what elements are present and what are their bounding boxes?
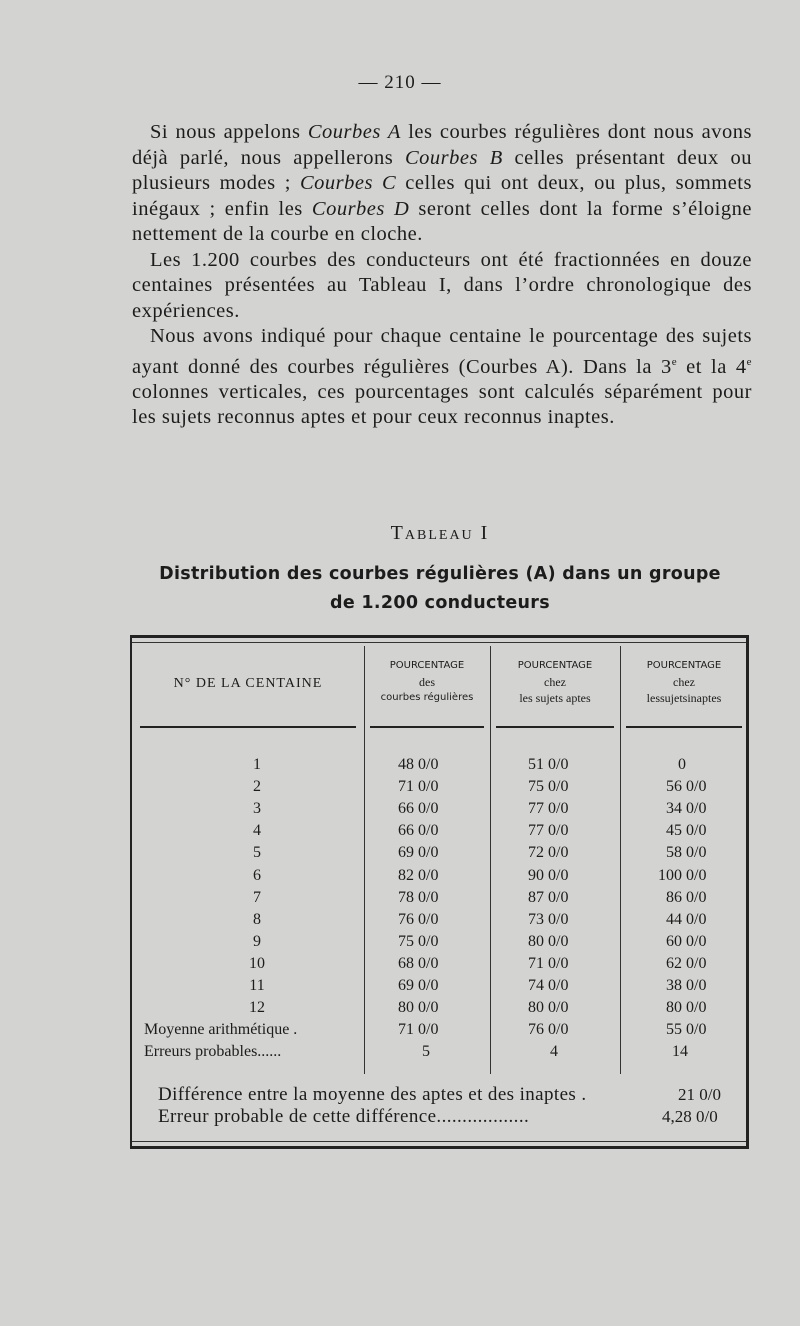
row-number: 12 (249, 999, 265, 1017)
column-divider-3 (620, 646, 621, 1074)
cell-sujets-inaptes: 44 0/0 (666, 910, 707, 928)
cell-sujets-inaptes: 56 0/0 (666, 778, 707, 796)
header-separator-1 (140, 726, 356, 728)
cell-sujets-aptes: 80 0/0 (528, 999, 569, 1017)
cell-courbes-regulieres: 76 0/0 (398, 910, 439, 928)
header-col4-bot: lessujetsinaptes (646, 691, 722, 705)
page-number: — 210 — (358, 72, 442, 93)
cell-sujets-inaptes: 62 0/0 (666, 954, 707, 972)
row-number: 8 (253, 910, 261, 928)
cell-courbes-regulieres: 82 0/0 (398, 866, 439, 884)
header-col2-bot: courbes régulières (380, 692, 474, 703)
footer-error-value: 4,28 0/0 (662, 1107, 718, 1126)
row-number: 7 (253, 888, 261, 906)
header-col2-top: POURCENTAGE (389, 660, 465, 671)
cell-sujets-aptes: 73 0/0 (528, 910, 569, 928)
cell-courbes-regulieres: 69 0/0 (398, 977, 439, 994)
ordinal-superscript: e (746, 355, 753, 368)
ordinal-superscript: e (671, 355, 678, 368)
paragraph-3: Nous avons indiqué pour chaque centaine le pourcentage des sujets ayant donné des courbes régulières (Courbes A). Dans la 3e et la 4e colonnes verticales, ces pourcentages sont calculés séparément pour les sujets reconnus aptes et pour ceux reconnus inaptes. (132, 325, 753, 429)
row-number: 4 (253, 822, 261, 840)
table-double-rule-top (132, 642, 746, 643)
header-centaine: N° DE LA CENTAINE (173, 676, 323, 691)
cell-courbes-regulieres: 48 0/0 (398, 756, 439, 773)
cell-sujets-aptes: 90 0/0 (528, 866, 569, 884)
cell-sujets-inaptes: 0 (678, 756, 686, 773)
cell-sujets-aptes: 75 0/0 (528, 778, 569, 796)
row-number: 3 (253, 800, 261, 818)
table-subtitle-line-2: de 1.200 conducteurs (330, 593, 550, 613)
italic-term: Courbes C (299, 172, 397, 194)
italic-term: Courbes B (404, 146, 503, 169)
cell-sujets-aptes: 71 0/0 (528, 954, 569, 972)
cell-sujets-aptes: 76 0/0 (528, 1021, 569, 1039)
cell-courbes-regulieres: 71 0/0 (398, 1021, 439, 1039)
column-divider-1 (364, 646, 365, 1074)
row-number: 2 (253, 778, 261, 796)
row-number: 5 (253, 844, 261, 862)
cell-sujets-inaptes: 45 0/0 (666, 822, 707, 840)
cell-courbes-regulieres: 80 0/0 (398, 999, 439, 1017)
data-table (130, 635, 749, 1149)
cell-courbes-regulieres: 68 0/0 (398, 954, 439, 972)
header-col2-mid: des (419, 675, 435, 689)
cell-sujets-inaptes: 80 0/0 (666, 999, 707, 1017)
italic-term: Courbes D (311, 197, 410, 220)
header-separator-3 (496, 726, 614, 728)
paragraph-1: Si nous appelons Courbes A les courbes régulières dont nous avons déjà parlé, nous appellerons Courbes B celles présentant deux ou plusieurs modes ; Courbes C celles qui ont deux, ou plus, sommets inégaux ; enfin les Courbes D seront celles dont la forme s’éloigne nettement de la courbe en cloche. (132, 121, 752, 245)
cell-sujets-inaptes: 34 0/0 (666, 800, 707, 818)
cell-sujets-inaptes: 60 0/0 (666, 932, 707, 950)
cell-sujets-inaptes: 100 0/0 (658, 866, 707, 884)
footer-difference-label: Différence entre la moyenne des aptes et des inaptes . (158, 1084, 587, 1105)
paragraph-2: Les 1.200 courbes des conducteurs ont été fractionnées en douze centaines présentées au Tableau I, dans l’ordre chronologique des expériences. (132, 248, 752, 322)
row-number: 6 (253, 866, 261, 884)
row-number: 11 (249, 977, 265, 994)
header-col4-top: POURCENTAGE (646, 660, 722, 671)
cell-sujets-aptes: 74 0/0 (528, 977, 569, 994)
cell-courbes-regulieres: 66 0/0 (398, 822, 439, 840)
cell-sujets-inaptes: 38 0/0 (666, 977, 707, 994)
cell-sujets-aptes: 77 0/0 (528, 822, 569, 840)
body-text (132, 120, 752, 431)
column-divider-2 (490, 646, 491, 1074)
header-sujets-inaptes (620, 658, 748, 706)
row-label: Moyenne arithmétique . (144, 1021, 298, 1039)
row-label: Erreurs probables...... (144, 1043, 282, 1061)
cell-sujets-aptes: 4 (550, 1043, 558, 1061)
header-separator-2 (370, 726, 484, 728)
cell-courbes-regulieres: 5 (422, 1043, 430, 1061)
header-courbes-regulieres (364, 658, 490, 706)
cell-courbes-regulieres: 66 0/0 (398, 800, 439, 818)
italic-term: Courbes A (307, 121, 401, 143)
header-col4-mid: chez (673, 675, 695, 689)
header-col3-bot: les sujets aptes (519, 691, 591, 705)
footer-difference-value: 21 0/0 (678, 1085, 721, 1104)
table-subtitle (150, 560, 730, 618)
cell-sujets-aptes: 51 0/0 (528, 756, 569, 773)
cell-courbes-regulieres: 78 0/0 (398, 888, 439, 906)
cell-sujets-inaptes: 58 0/0 (666, 844, 707, 862)
cell-sujets-inaptes: 14 (672, 1043, 688, 1061)
row-number: 1 (253, 756, 261, 773)
table-double-rule-bottom (132, 1141, 746, 1142)
header-col3-top: POURCENTAGE (517, 660, 593, 671)
cell-sujets-aptes: 72 0/0 (528, 844, 569, 862)
row-number: 9 (253, 932, 261, 950)
row-number: 10 (249, 954, 265, 972)
cell-courbes-regulieres: 69 0/0 (398, 844, 439, 862)
cell-sujets-inaptes: 86 0/0 (666, 888, 707, 906)
header-col3-mid: chez (544, 675, 566, 689)
cell-courbes-regulieres: 71 0/0 (398, 778, 439, 796)
cell-sujets-inaptes: 55 0/0 (666, 1021, 707, 1039)
cell-sujets-aptes: 77 0/0 (528, 800, 569, 818)
table-subtitle-line-1: Distribution des courbes régulières (A) dans un groupe (159, 564, 721, 584)
cell-courbes-regulieres: 75 0/0 (398, 932, 439, 950)
cell-sujets-aptes: 80 0/0 (528, 932, 569, 950)
cell-sujets-aptes: 87 0/0 (528, 888, 569, 906)
header-sujets-aptes (490, 658, 620, 706)
table-title: Tableau I (390, 522, 490, 544)
footer-error-label: Erreur probable de cette différence.................. (158, 1106, 530, 1127)
header-separator-4 (626, 726, 742, 728)
